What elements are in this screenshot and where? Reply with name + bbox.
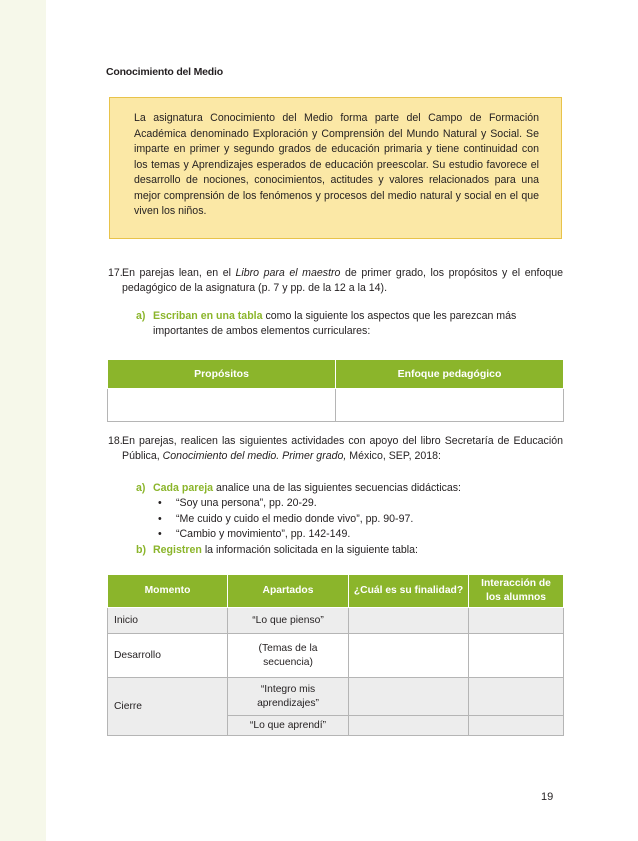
table-row-desarrollo bbox=[108, 634, 564, 678]
table-momentos bbox=[107, 574, 564, 736]
cell-finalidad[interactable] bbox=[349, 634, 469, 678]
text-part: En parejas lean, en el bbox=[122, 267, 236, 279]
highlight-phrase: Cada pareja bbox=[153, 482, 214, 494]
activity-number: 17. bbox=[108, 267, 123, 279]
cell-propositos[interactable] bbox=[108, 389, 336, 422]
list-item-text: “Me cuido y cuido el medio donde vivo”, pp. 90-97. bbox=[176, 512, 414, 525]
activity-18 bbox=[108, 434, 563, 464]
page-margin-strip bbox=[0, 0, 46, 841]
book-title: Libro para el maestro bbox=[235, 267, 341, 279]
header-propositos: Propósitos bbox=[108, 360, 336, 389]
sub-letter: a) bbox=[136, 310, 146, 322]
activity-17-sub-a bbox=[136, 309, 563, 339]
table-row-inicio bbox=[108, 608, 564, 634]
activity-18-sub-a bbox=[136, 481, 563, 496]
book-title: Conocimiento del medio. Primer grado, bbox=[162, 450, 347, 462]
cell-interaccion[interactable] bbox=[469, 678, 564, 716]
table-header-row bbox=[108, 575, 564, 608]
header-enfoque: Enfoque pedagógico bbox=[336, 360, 564, 389]
sub-text bbox=[153, 543, 563, 558]
header-interaccion: Interacción de los alumnos bbox=[469, 575, 564, 608]
text-part: como la siguiente los aspectos que les parezcan más importantes de ambos elementos curriculares: bbox=[153, 310, 517, 337]
cell-apartado: “Lo que pienso” bbox=[228, 608, 349, 634]
activity-17 bbox=[108, 266, 563, 296]
activity-text bbox=[122, 266, 563, 296]
cell-momento: Inicio bbox=[108, 608, 228, 634]
sequence-list bbox=[158, 496, 413, 543]
list-item bbox=[158, 527, 413, 543]
list-item bbox=[158, 512, 413, 528]
activity-text bbox=[122, 434, 563, 464]
cell-finalidad[interactable] bbox=[349, 608, 469, 634]
highlight-phrase: Registren bbox=[153, 544, 202, 556]
bullet-icon: • bbox=[158, 497, 162, 509]
list-item bbox=[158, 496, 413, 512]
cell-interaccion[interactable] bbox=[469, 608, 564, 634]
table-header-row bbox=[108, 360, 564, 389]
header-finalidad: ¿Cuál es su finalidad? bbox=[349, 575, 469, 608]
header-momento: Momento bbox=[108, 575, 228, 608]
table-row bbox=[108, 389, 564, 422]
cell-finalidad[interactable] bbox=[349, 678, 469, 716]
activity-number: 18. bbox=[108, 435, 123, 447]
sub-letter: a) bbox=[136, 482, 146, 494]
highlight-phrase: Escriban en una tabla bbox=[153, 310, 263, 322]
cell-apartado: (Temas de la secuencia) bbox=[228, 634, 349, 678]
table-propositos-enfoque bbox=[107, 359, 564, 422]
list-item-text: “Soy una persona”, pp. 20-29. bbox=[176, 497, 317, 509]
sub-text bbox=[153, 309, 563, 339]
cell-finalidad[interactable] bbox=[349, 716, 469, 736]
cell-momento: Desarrollo bbox=[108, 634, 228, 678]
intro-text: La asignatura Conocimiento del Medio forma parte del Campo de Formación Académica denominado Exploración y Comprensión del Mundo Natural y Social. Se imparte en primer y segundo grados de educación primaria y tiene continuidad con los temas y Aprendizajes esperados de educación preescolar. Su estudio favorece el desarrollo de nociones, conocimientos, actitudes y valores relacionados para una mejor comprensión de los fenómenos y procesos del medio natural y social en el que viven los niños. bbox=[134, 112, 539, 217]
intro-box bbox=[109, 97, 562, 239]
cell-enfoque[interactable] bbox=[336, 389, 564, 422]
text-part: analice una de las siguientes secuencias didácticas: bbox=[213, 482, 461, 494]
cell-apartado: “Integro mis aprendizajes” bbox=[228, 678, 349, 716]
header-apartados: Apartados bbox=[228, 575, 349, 608]
sub-letter: b) bbox=[136, 544, 146, 556]
page-number: 19 bbox=[541, 791, 554, 803]
cell-interaccion[interactable] bbox=[469, 716, 564, 736]
sub-text bbox=[153, 481, 563, 496]
activity-18-sub-b bbox=[136, 543, 563, 558]
cell-momento: Cierre bbox=[108, 678, 228, 736]
cell-apartado: “Lo que aprendí” bbox=[228, 716, 349, 736]
cell-interaccion[interactable] bbox=[469, 634, 564, 678]
table-row-cierre bbox=[108, 678, 564, 716]
bullet-icon: • bbox=[158, 512, 162, 525]
bullet-icon: • bbox=[158, 528, 162, 540]
text-part: En parejas, realicen las siguientes actividades con apoyo del libro Secretaría de Educación Pública, bbox=[122, 435, 563, 462]
section-title: Conocimiento del Medio bbox=[106, 66, 223, 78]
text-part: México, SEP, 2018: bbox=[346, 450, 441, 462]
text-part: la información solicitada en la siguiente tabla: bbox=[201, 544, 418, 556]
text-part: de primer grado, los propósitos y el enfoque pedagógico de la asignatura (p. 7 y pp. de la 12 a la 14). bbox=[122, 267, 564, 294]
list-item-text: “Cambio y movimiento”, pp. 142-149. bbox=[176, 528, 351, 540]
